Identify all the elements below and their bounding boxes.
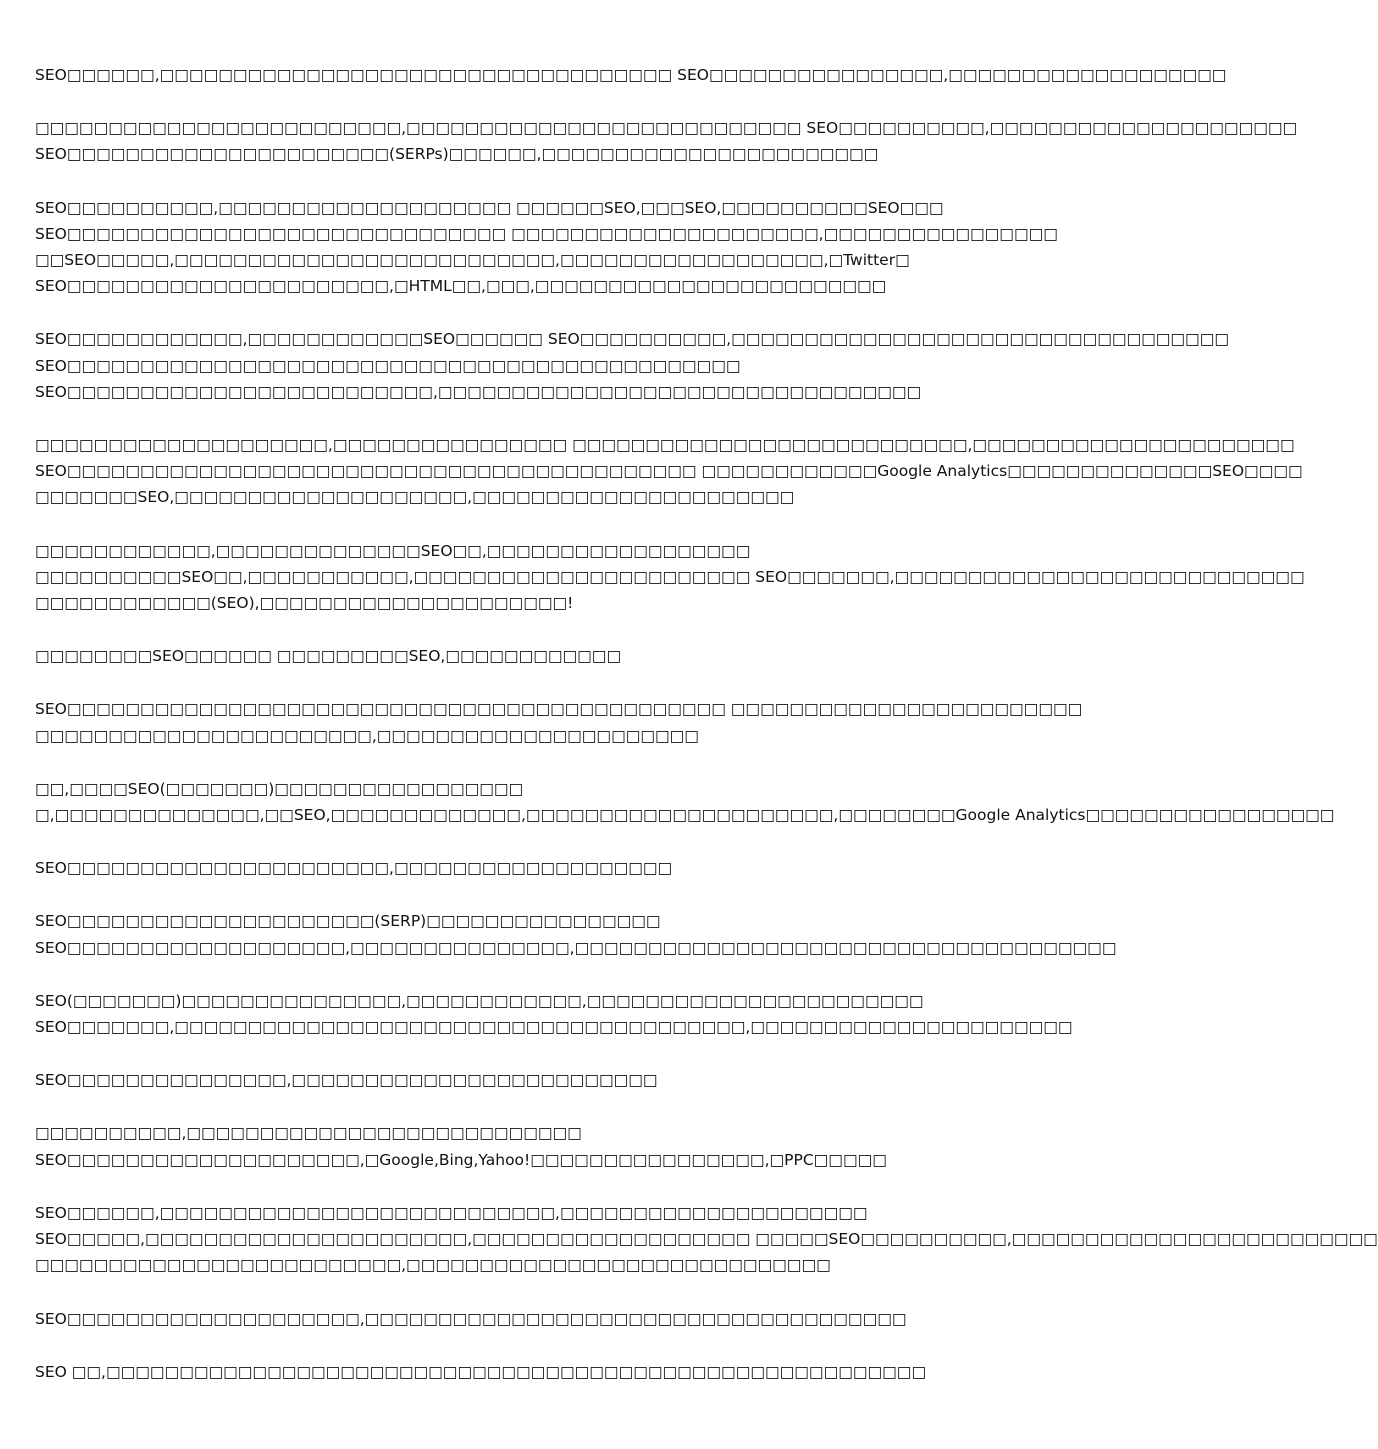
paragraph — [35, 195, 1058, 300]
text-line: □□SEO□□□□□,□□□□□□□□□□□□□□□□□□□□□□□□□□,□□□□□□□□□□□□□□□□□□,□Twitter□ — [35, 251, 910, 270]
text-line: □□□□□□□□SEO□□□□□□ □□□□□□□□□SEO,□□□□□□□□□□□□ — [35, 647, 622, 666]
text-line: □□□□□□□□□□□□(SEO),□□□□□□□□□□□□□□□□□□□□□! — [35, 594, 574, 613]
text-line: □□□□□□□□□□□□□□□□□□□□□□□□□,□□□□□□□□□□□□□□□□□□□□□□□□□□□□□ — [35, 1256, 831, 1275]
paragraph — [35, 1120, 995, 1172]
paragraph — [35, 326, 1229, 405]
document-body — [35, 62, 1378, 1412]
text-line: SEO□□□□□□□□□□□□□□□□□□□□□□□□□□□□□□□□□□□□□□□□□□□□□□ — [35, 356, 741, 375]
paragraph — [35, 696, 1083, 748]
text-line: □,□□□□□□□□□□□□□□,□□SEO,□□□□□□□□□□□□□,□□□□□□□□□□□□□□□□□□□□□,□□□□□□□□Google Analytics□□□□□□□□□□□□□□□□□ — [35, 806, 1335, 825]
paragraph — [35, 538, 1305, 617]
text-line: SEO□□□□□□□□□□□□□□□□□□□□□(SERP)□□□□□□□□□□□□□□□□ — [35, 912, 661, 931]
paragraph — [35, 908, 1117, 960]
text-line: □□□□□□□□□□□□□□□□□□□□□□□,□□□□□□□□□□□□□□□□□□□□□□ — [35, 726, 699, 745]
text-line: SEO□□□□□□,□□□□□□□□□□□□□□□□□□□□□□□□□□□□□□□□□□□ SEO□□□□□□□□□□□□□□□□,□□□□□□□□□□□□□□□□□□□ — [35, 66, 1227, 84]
paragraph — [35, 1067, 995, 1093]
text-line: SEO □□,□□□□□□□□□□□□□□□□□□□□□□□□□□□□□□□□□□□□□□□□□□□□□□□□□□□□□□□□ — [35, 1362, 927, 1381]
paragraph — [35, 1359, 995, 1385]
text-line: SEO□□□□□□□□□□□□□□□□□□□□□□□□□□□□□□ □□□□□□□□□□□□□□□□□□□□□,□□□□□□□□□□□□□□□□ — [35, 224, 1058, 243]
paragraph — [35, 855, 995, 881]
text-line: SEO(□□□□□□□)□□□□□□□□□□□□□□□,□□□□□□□□□□□□,□□□□□□□□□□□□□□□□□□□□□□□ — [35, 991, 924, 1010]
text-line: SEO□□□□□□□□□□□□□□□□□□□□□□□□□□□□□□□□□□□□□□□□□□□□□ □□□□□□□□□□□□□□□□□□□□□□□□ — [35, 700, 1083, 719]
paragraph — [35, 776, 1335, 828]
text-line: SEO□□□□□□□,□□□□□□□□□□□□□□□□□□□□□□□□□□□□□□□□□□□□□□□,□□□□□□□□□□□□□□□□□□□□□□ — [35, 1018, 1073, 1037]
text-line: SEO□□□□□□□□□□□□□□□□□□□□□□,□□□□□□□□□□□□□□□□□□□ — [35, 859, 673, 878]
text-line: SEO□□□□□□□□□□□□□□□□□□□□□□□□□,□□□□□□□□□□□□□□□□□□□□□□□□□□□□□□□□□ — [35, 382, 922, 401]
text-line: SEO□□□□□□□□□□,□□□□□□□□□□□□□□□□□□□□ □□□□□□SEO,□□□SEO,□□□□□□□□□□SEO□□□ — [35, 198, 944, 217]
text-line: □□□□□□□□□□□□□□□□□□□□□□□□□,□□□□□□□□□□□□□□□□□□□□□□□□□□□ SEO□□□□□□□□□□,□□□□□□□□□□□□□□□□□□□□□ — [35, 119, 1298, 138]
text-line: □□□□□□□□□□SEO□□,□□□□□□□□□□□,□□□□□□□□□□□□□□□□□□□□□□□ SEO□□□□□□□,□□□□□□□□□□□□□□□□□□□□□□□□□□□□ — [35, 567, 1305, 586]
paragraph — [35, 432, 1303, 511]
paragraph — [35, 1200, 1378, 1279]
text-line: SEO□□□□□□□□□□□□□□□□□□□□□□□□□□□□□□□□□□□□□□□□□□□ □□□□□□□□□□□□Google Analytics□□□□□□□□□□□□□□SEO□□□□ — [35, 462, 1303, 481]
text-line: □□,□□□□SEO(□□□□□□□)□□□□□□□□□□□□□□□□□ — [35, 779, 524, 798]
paragraph — [35, 115, 1298, 167]
text-line: SEO□□□□□□□□□□□□,□□□□□□□□□□□□SEO□□□□□□ SEO□□□□□□□□□□,□□□□□□□□□□□□□□□□□□□□□□□□□□□□□□□□□□ — [35, 330, 1229, 349]
text-line: SEO□□□□□□□□□□□□□□□,□□□□□□□□□□□□□□□□□□□□□□□□□ — [35, 1071, 658, 1090]
paragraph — [35, 62, 1227, 88]
text-line: SEO□□□□□□□□□□□□□□□□□□□□,□Google,Bing,Yahoo!□□□□□□□□□□□□□□□□,□PPC□□□□□ — [35, 1150, 887, 1169]
paragraph — [35, 643, 995, 669]
text-line: SEO□□□□□□□□□□□□□□□□□□□,□□□□□□□□□□□□□□□,□□□□□□□□□□□□□□□□□□□□□□□□□□□□□□□□□□□□□ — [35, 938, 1117, 957]
text-line: SEO□□□□□□,□□□□□□□□□□□□□□□□□□□□□□□□□□□,□□□□□□□□□□□□□□□□□□□□□ — [35, 1203, 868, 1222]
text-line: □□□□□□□SEO,□□□□□□□□□□□□□□□□□□□□,□□□□□□□□□□□□□□□□□□□□□□ — [35, 488, 795, 507]
text-line: □□□□□□□□□□□□,□□□□□□□□□□□□□□SEO□□,□□□□□□□□□□□□□□□□□□ — [35, 541, 751, 560]
text-line: SEO□□□□□,□□□□□□□□□□□□□□□□□□□□□□,□□□□□□□□□□□□□□□□□□□ □□□□□SEO□□□□□□□□□□,□□□□□□□□□□□□□□□□□□□□□□□□□ — [35, 1230, 1378, 1249]
text-line: SEO□□□□□□□□□□□□□□□□□□□□□□,□HTML□□,□□□,□□□□□□□□□□□□□□□□□□□□□□□□ — [35, 277, 887, 296]
text-line: SEO□□□□□□□□□□□□□□□□□□□□,□□□□□□□□□□□□□□□□□□□□□□□□□□□□□□□□□□□□□ — [35, 1309, 907, 1328]
text-line: SEO□□□□□□□□□□□□□□□□□□□□□□(SERPs)□□□□□□,□□□□□□□□□□□□□□□□□□□□□□□ — [35, 145, 879, 164]
paragraph — [35, 1306, 995, 1332]
text-line: □□□□□□□□□□□□□□□□□□□□,□□□□□□□□□□□□□□□□ □□□□□□□□□□□□□□□□□□□□□□□□□□□,□□□□□□□□□□□□□□□□□□□□□□ — [35, 436, 1295, 455]
text-line: □□□□□□□□□□,□□□□□□□□□□□□□□□□□□□□□□□□□□□ — [35, 1124, 582, 1143]
paragraph — [35, 988, 1073, 1040]
